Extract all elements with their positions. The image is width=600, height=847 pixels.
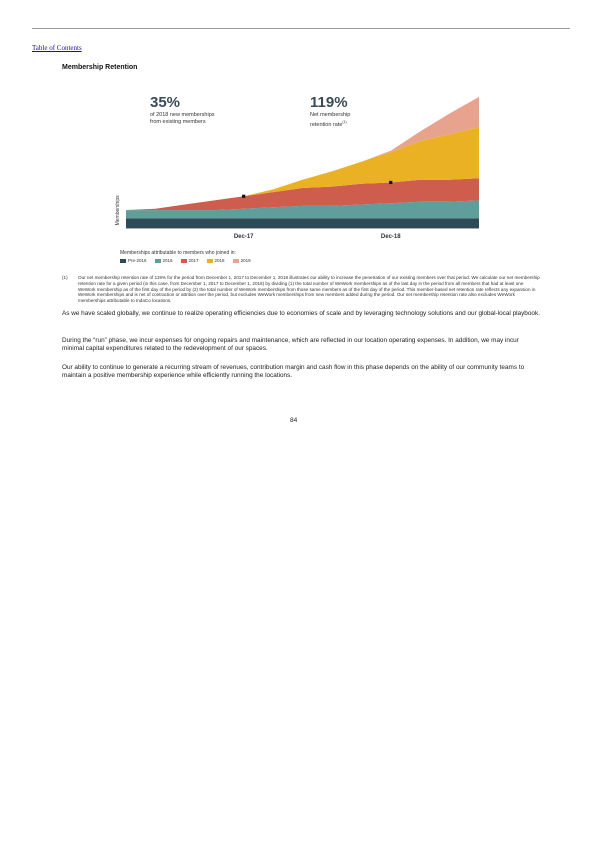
top-rule bbox=[32, 28, 570, 29]
legend-label: 2019 bbox=[240, 258, 251, 263]
table-of-contents-link[interactable]: Table of Contents bbox=[32, 44, 82, 52]
stat-net-retention-line1: Net membership bbox=[310, 112, 351, 118]
legend-label: 2018 bbox=[214, 258, 225, 263]
legend-item-2016 bbox=[155, 258, 173, 263]
legend-item-pre-2016 bbox=[120, 258, 147, 263]
stat-net-retention-note-ref: (1) bbox=[342, 119, 347, 124]
x-tick-label: Dec-17 bbox=[233, 234, 254, 240]
legend-swatch bbox=[207, 259, 213, 263]
footnote-number: (1) bbox=[62, 275, 68, 280]
data-marker-0 bbox=[242, 195, 245, 198]
stat-new-memberships-value: 35% bbox=[150, 94, 181, 111]
legend-title: Memberships attributable to members who joined in: bbox=[120, 250, 236, 256]
stat-net-retention-line2: retention rate bbox=[310, 121, 343, 128]
footnote-text: Our net membership retention rate of 119% for the period from December 1, 2017 to December 1, 2018 illustrates our ability to increase the penetration of our existing members over that period. We calculate our net membership retention rate for a given period (in this case, from December 1, 2017 to December 1, 2018) by dividing (1) the total number of WeWork memberships as of the last day in the period from all members that had at least one WeWork membership as of the first day of the period by (2) the total number of WeWork memberships from those same members as of the first day of the period. This member-based net retention rate reflects any expansion in WeWork memberships and is net of contraction or attrition over the period, but excludes WeWork memberships from new members added during the period. Our net membership retention rate also excludes WeWork memberships attributable to IndaCo locations. bbox=[78, 275, 540, 304]
stat-new-memberships bbox=[150, 95, 215, 125]
legend-swatch bbox=[233, 259, 239, 263]
stat-net-retention-value: 119% bbox=[310, 94, 348, 111]
chart-legend bbox=[120, 250, 251, 263]
stat-net-retention bbox=[310, 95, 350, 128]
x-tick-label: Dec-18 bbox=[380, 234, 401, 240]
area-series-pre-2016 bbox=[126, 218, 479, 228]
data-marker-1 bbox=[389, 181, 392, 184]
paragraph-run-phase: During the “run” phase, we incur expenses for ongoing repairs and maintenance, which are reflected in our location operating expenses. In addition, we may incur minimal capital expenditures related to the redevelopment of our spaces. bbox=[62, 337, 519, 353]
legend-swatch bbox=[181, 259, 187, 263]
legend-swatch bbox=[120, 259, 126, 263]
paragraph-operating-efficiencies: As we have scaled globally, we continue to realize operating efficiencies due to economies of scale and by leveraging technology solutions and our global-local playbook. bbox=[62, 310, 540, 317]
page-number: 84 bbox=[290, 417, 298, 424]
y-axis-label: Memberships bbox=[115, 195, 121, 226]
stat-new-memberships-line1: of 2018 new memberships bbox=[150, 112, 215, 118]
footnote bbox=[62, 275, 540, 304]
legend-item-2019 bbox=[233, 258, 251, 263]
membership-retention-figure bbox=[112, 88, 487, 263]
legend-label: 2017 bbox=[188, 258, 199, 263]
legend-item-2017 bbox=[181, 258, 199, 263]
legend-swatch bbox=[155, 259, 161, 263]
stat-new-memberships-line2: from existing members bbox=[150, 118, 206, 125]
legend-item-2018 bbox=[207, 258, 225, 263]
paragraph-recurring-revenue: Our ability to continue to generate a recurring stream of revenues, contribution margin and cash flow in this phase depends on the ability of our community teams to maintain a positive membership experience while efficiently running the locations. bbox=[62, 364, 525, 380]
section-title: Membership Retention bbox=[62, 64, 138, 71]
legend-label: Pre-2016 bbox=[128, 258, 147, 263]
legend-label: 2016 bbox=[162, 258, 173, 263]
